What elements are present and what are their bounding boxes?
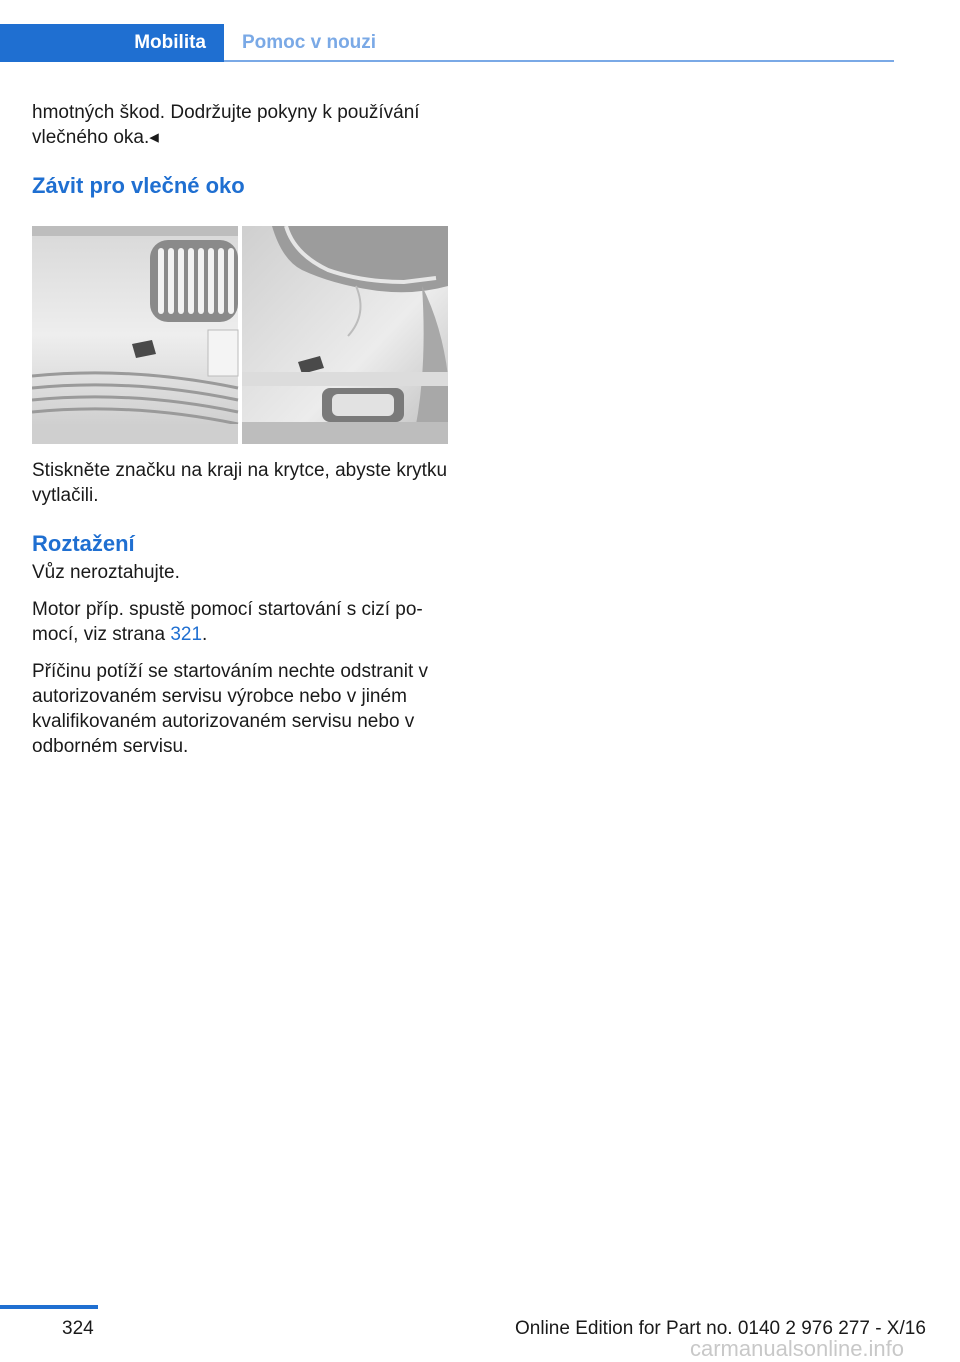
- start-text: Motor příp. spustě pomocí startování s cizí po-mocí, viz strana: [32, 599, 423, 645]
- cause-paragraph: Příčinu potíží se startováním nechte odstranit v autorizovaném servisu výrobce nebo v jiném kvalifikovaném autorizovaném servisu nebo v odborném servisu.: [32, 661, 429, 757]
- start-paragraph: [32, 597, 452, 647]
- heading-tow: Roztažení: [32, 531, 135, 556]
- header-divider: [224, 60, 894, 62]
- footer-accent-line: [0, 1305, 98, 1309]
- edition-text: Online Edition for Part no. 0140 2 976 277 - X/16: [515, 1318, 926, 1339]
- tow-eye-thread-illustration: [32, 226, 448, 444]
- main-content-lower: [32, 458, 452, 771]
- watermark: carmanualsonline.info: [690, 1336, 905, 1361]
- exhaust: [322, 388, 404, 422]
- tab-mobilita[interactable]: Mobilita: [0, 24, 224, 62]
- start-suffix: .: [202, 624, 208, 645]
- no-tow-paragraph: Vůz neroztahujte.: [32, 562, 180, 583]
- press-paragraph: Stiskněte značku na kraji na krytce, abyste krytku vytlačili.: [32, 460, 448, 506]
- page-header: [0, 0, 960, 62]
- heading-thread: Závit pro vlečné oko: [32, 173, 245, 198]
- main-content: [32, 100, 452, 200]
- grille: [150, 240, 238, 322]
- page-link-321[interactable]: 321: [170, 624, 203, 645]
- tab-pomoc-v-nouzi[interactable]: Pomoc v nouzi: [242, 32, 377, 53]
- intro-paragraph: hmotných škod. Dodržujte pokyny k používání vlečného oka.◂: [32, 102, 420, 148]
- page-number: 324: [62, 1318, 94, 1339]
